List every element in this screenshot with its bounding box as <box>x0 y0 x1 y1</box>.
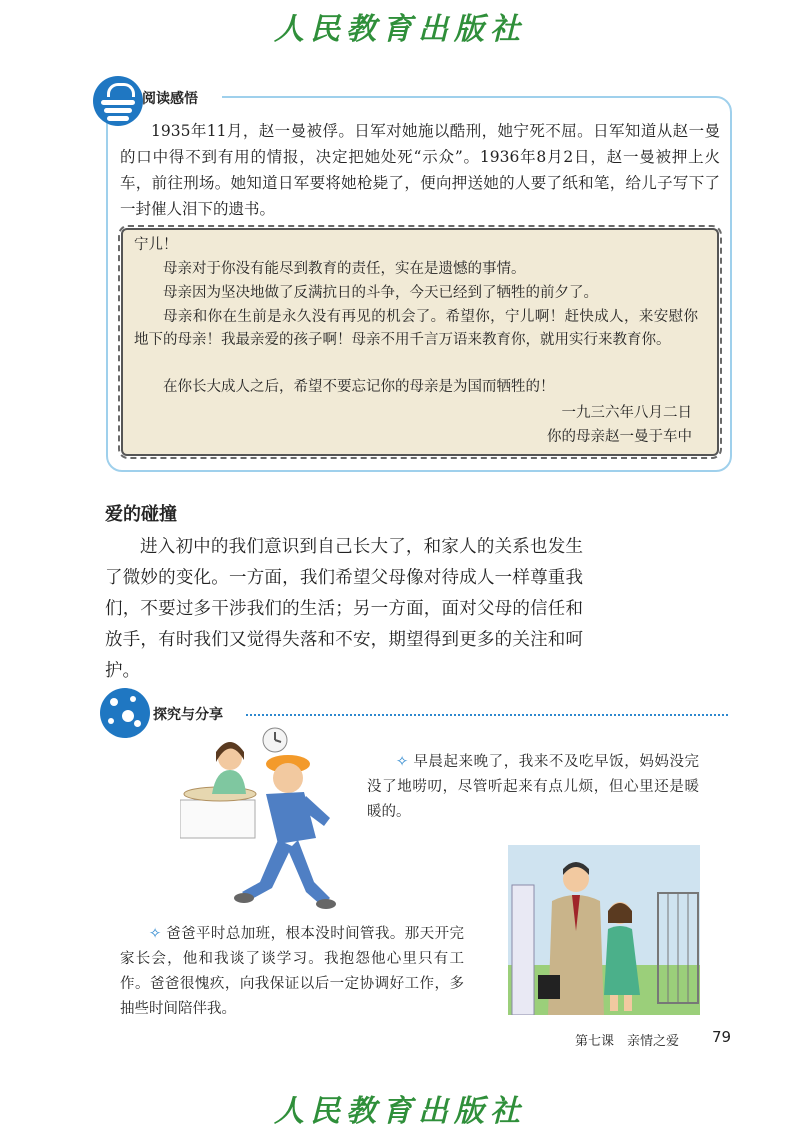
diamond-bullet-icon: ✧ <box>396 754 409 770</box>
publisher-watermark-bottom: 人民教育出版社 <box>274 1094 526 1129</box>
letter-paragraph: 在你长大成人之后，希望不要忘记你的母亲是为国而牺牲的！ <box>163 379 555 395</box>
letter-paragraph: 母亲因为坚决地做了反满抗日的斗争，今天已经到了牺牲的前夕了。 <box>163 285 598 301</box>
reading-intro-text: 1935年11月，赵一曼被俘。日军对她施以酷刑，她宁死不屈。日军知道从赵一曼的口中得不到有用的情报，决定把她处死“示众”。1936年8月2日，赵一曼被押上火车，前往刑场。她知道日军要将她枪毙了，便向押送她的人要了纸和笔，给儿子写下了一封催人泪下的遗书。 <box>120 122 720 218</box>
explore-section-title: 探究与分享 <box>153 707 223 723</box>
share-text-morning <box>367 750 699 825</box>
letter-paragraph: 母亲对于你没有能尽到教育的责任，实在是遗憾的事情。 <box>163 261 526 277</box>
section-heading: 爱的碰撞 <box>105 504 177 525</box>
share-text-father <box>120 922 464 1022</box>
diamond-bullet-icon: ✧ <box>149 926 162 942</box>
lesson-footer: 第七课 亲情之爱 <box>575 1034 680 1049</box>
reading-section-title: 阅读感悟 <box>142 91 198 107</box>
letter-date: 一九三六年八月二日 <box>561 405 692 421</box>
share-text: 爸爸平时总加班，根本没时间管我。那天开完家长会，他和我谈了谈学习。我抱怨他心里只有工作。爸爸很愧疚，向我保证以后一定协调好工作，多抽些时间陪伴我。 <box>120 926 465 1017</box>
letter-salutation: 宁儿！ <box>134 237 178 253</box>
body-paragraph: 进入初中的我们意识到自己长大了，和家人的关系也发生了微妙的变化。一方面，我们希望父母像对待成人一样尊重我们，不要过多干涉我们的生活；另一方面，面对父母的信任和放手，有时我们又觉得失落和不安，期望得到更多的关注和呵护。 <box>105 537 583 681</box>
letter-signature: 你的母亲赵一曼于车中 <box>547 429 692 445</box>
divider <box>246 714 728 716</box>
page-number: 79 <box>712 1028 732 1046</box>
explore-icon <box>100 688 150 738</box>
illustration-boy-running <box>180 722 340 922</box>
publisher-watermark-top: 人民教育出版社 <box>274 12 526 47</box>
letter-paragraph: 母亲和你在生前是永久没有再见的机会了。希望你，宁儿啊！赶快成人，来安慰你地下的母亲！我最亲爱的孩子啊！母亲不用千言万语来教育你，就用实行来教育你。 <box>134 309 698 348</box>
share-text: 早晨起来晚了，我来不及吃早饭，妈妈没完没了地唠叨，尽管听起来有点儿烦，但心里还是暖暖的。 <box>367 754 700 820</box>
illustration-father-daughter <box>508 845 700 1015</box>
